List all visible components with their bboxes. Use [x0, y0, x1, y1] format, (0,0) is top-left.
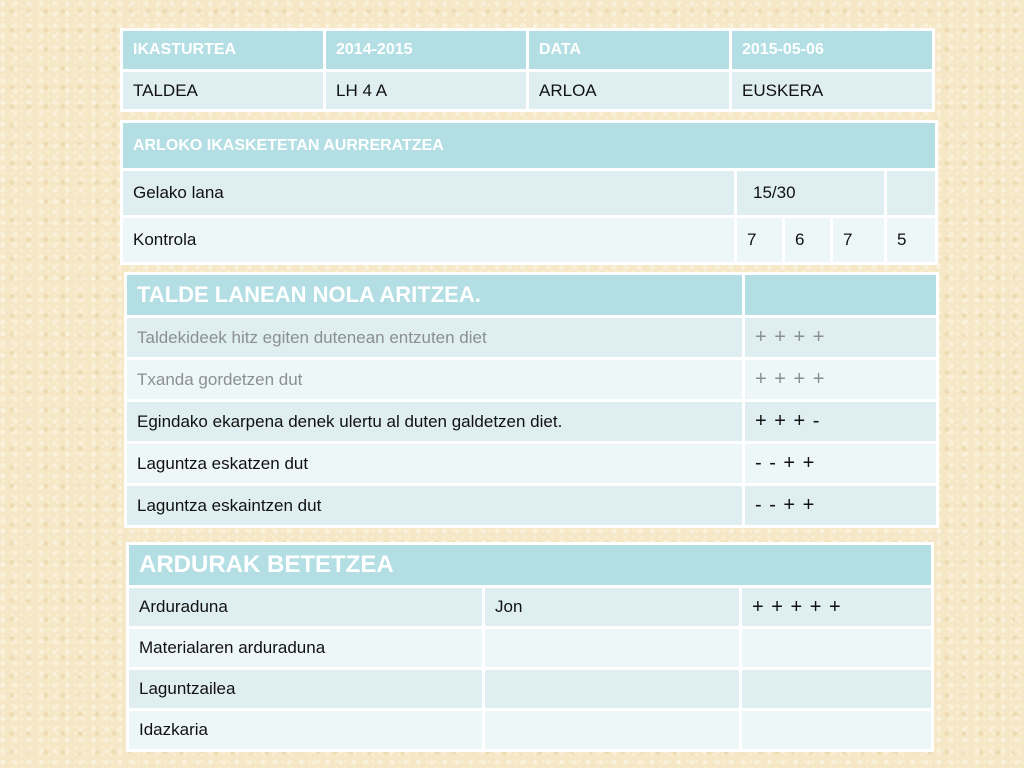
- teamwork-marks: - - + +: [744, 485, 938, 527]
- progress-empty-cell: [886, 170, 937, 217]
- progress-row-gelako-lana: [122, 170, 937, 217]
- progress-title: ARLOKO IKASKETETAN AURRERATZEA: [122, 122, 937, 170]
- teamwork-marks: + + + +: [744, 359, 938, 401]
- teamwork-label: Laguntza eskaintzen dut: [126, 485, 744, 527]
- progress-label: Kontrola: [122, 217, 736, 264]
- teamwork-marks: + + + -: [744, 401, 938, 443]
- responsibility-row: [128, 628, 933, 669]
- teamwork-header-row: [126, 274, 938, 317]
- info-cell: TALDEA: [122, 71, 325, 111]
- progress-label: Gelako lana: [122, 170, 736, 217]
- responsibility-marks: + + + + +: [741, 587, 933, 628]
- responsibility-marks: [741, 669, 933, 710]
- responsibilities-header-row: [128, 544, 933, 587]
- progress-row-kontrola: [122, 217, 937, 264]
- teamwork-row: [126, 401, 938, 443]
- info-cell: 2015-05-06: [731, 30, 934, 71]
- teamwork-label: Egindako ekarpena denek ulertu al duten galdetzen diet.: [126, 401, 744, 443]
- responsibility-role: Materialaren arduraduna: [128, 628, 484, 669]
- info-cell: 2014-2015: [325, 30, 528, 71]
- responsibility-row: [128, 710, 933, 751]
- responsibility-marks: [741, 628, 933, 669]
- responsibility-role: Arduraduna: [128, 587, 484, 628]
- responsibility-name: [484, 669, 741, 710]
- info-cell: DATA: [528, 30, 731, 71]
- responsibilities-title: ARDURAK BETETZEA: [128, 544, 933, 587]
- teamwork-title: TALDE LANEAN NOLA ARITZEA.: [126, 274, 744, 317]
- info-header-row: [122, 30, 934, 71]
- info-cell: EUSKERA: [731, 71, 934, 111]
- responsibility-role: Idazkaria: [128, 710, 484, 751]
- info-row: [122, 71, 934, 111]
- teamwork-row: [126, 485, 938, 527]
- responsibility-name: [484, 710, 741, 751]
- responsibility-row: [128, 669, 933, 710]
- responsibilities-table: [126, 542, 934, 752]
- responsibility-name: [484, 628, 741, 669]
- responsibility-role: Laguntzailea: [128, 669, 484, 710]
- teamwork-row: [126, 443, 938, 485]
- responsibility-marks: [741, 710, 933, 751]
- teamwork-table: [124, 272, 939, 528]
- teamwork-label: Taldekideek hitz egiten dutenean entzuten diet: [126, 317, 744, 359]
- info-cell: LH 4 A: [325, 71, 528, 111]
- teamwork-marks: - - + +: [744, 443, 938, 485]
- progress-score: 15/30: [736, 170, 886, 217]
- progress-score: 7: [832, 217, 886, 264]
- teamwork-row: [126, 359, 938, 401]
- progress-header-row: [122, 122, 937, 170]
- progress-score: 5: [886, 217, 937, 264]
- teamwork-row: [126, 317, 938, 359]
- teamwork-label: Txanda gordetzen dut: [126, 359, 744, 401]
- progress-score: 7: [736, 217, 784, 264]
- progress-table: [120, 120, 938, 265]
- teamwork-label: Laguntza eskatzen dut: [126, 443, 744, 485]
- teamwork-header-empty: [744, 274, 938, 317]
- teamwork-marks: + + + +: [744, 317, 938, 359]
- info-cell: IKASTURTEA: [122, 30, 325, 71]
- info-cell: ARLOA: [528, 71, 731, 111]
- responsibility-name: Jon: [484, 587, 741, 628]
- responsibility-row: [128, 587, 933, 628]
- progress-score: 6: [784, 217, 832, 264]
- info-table: [120, 28, 935, 112]
